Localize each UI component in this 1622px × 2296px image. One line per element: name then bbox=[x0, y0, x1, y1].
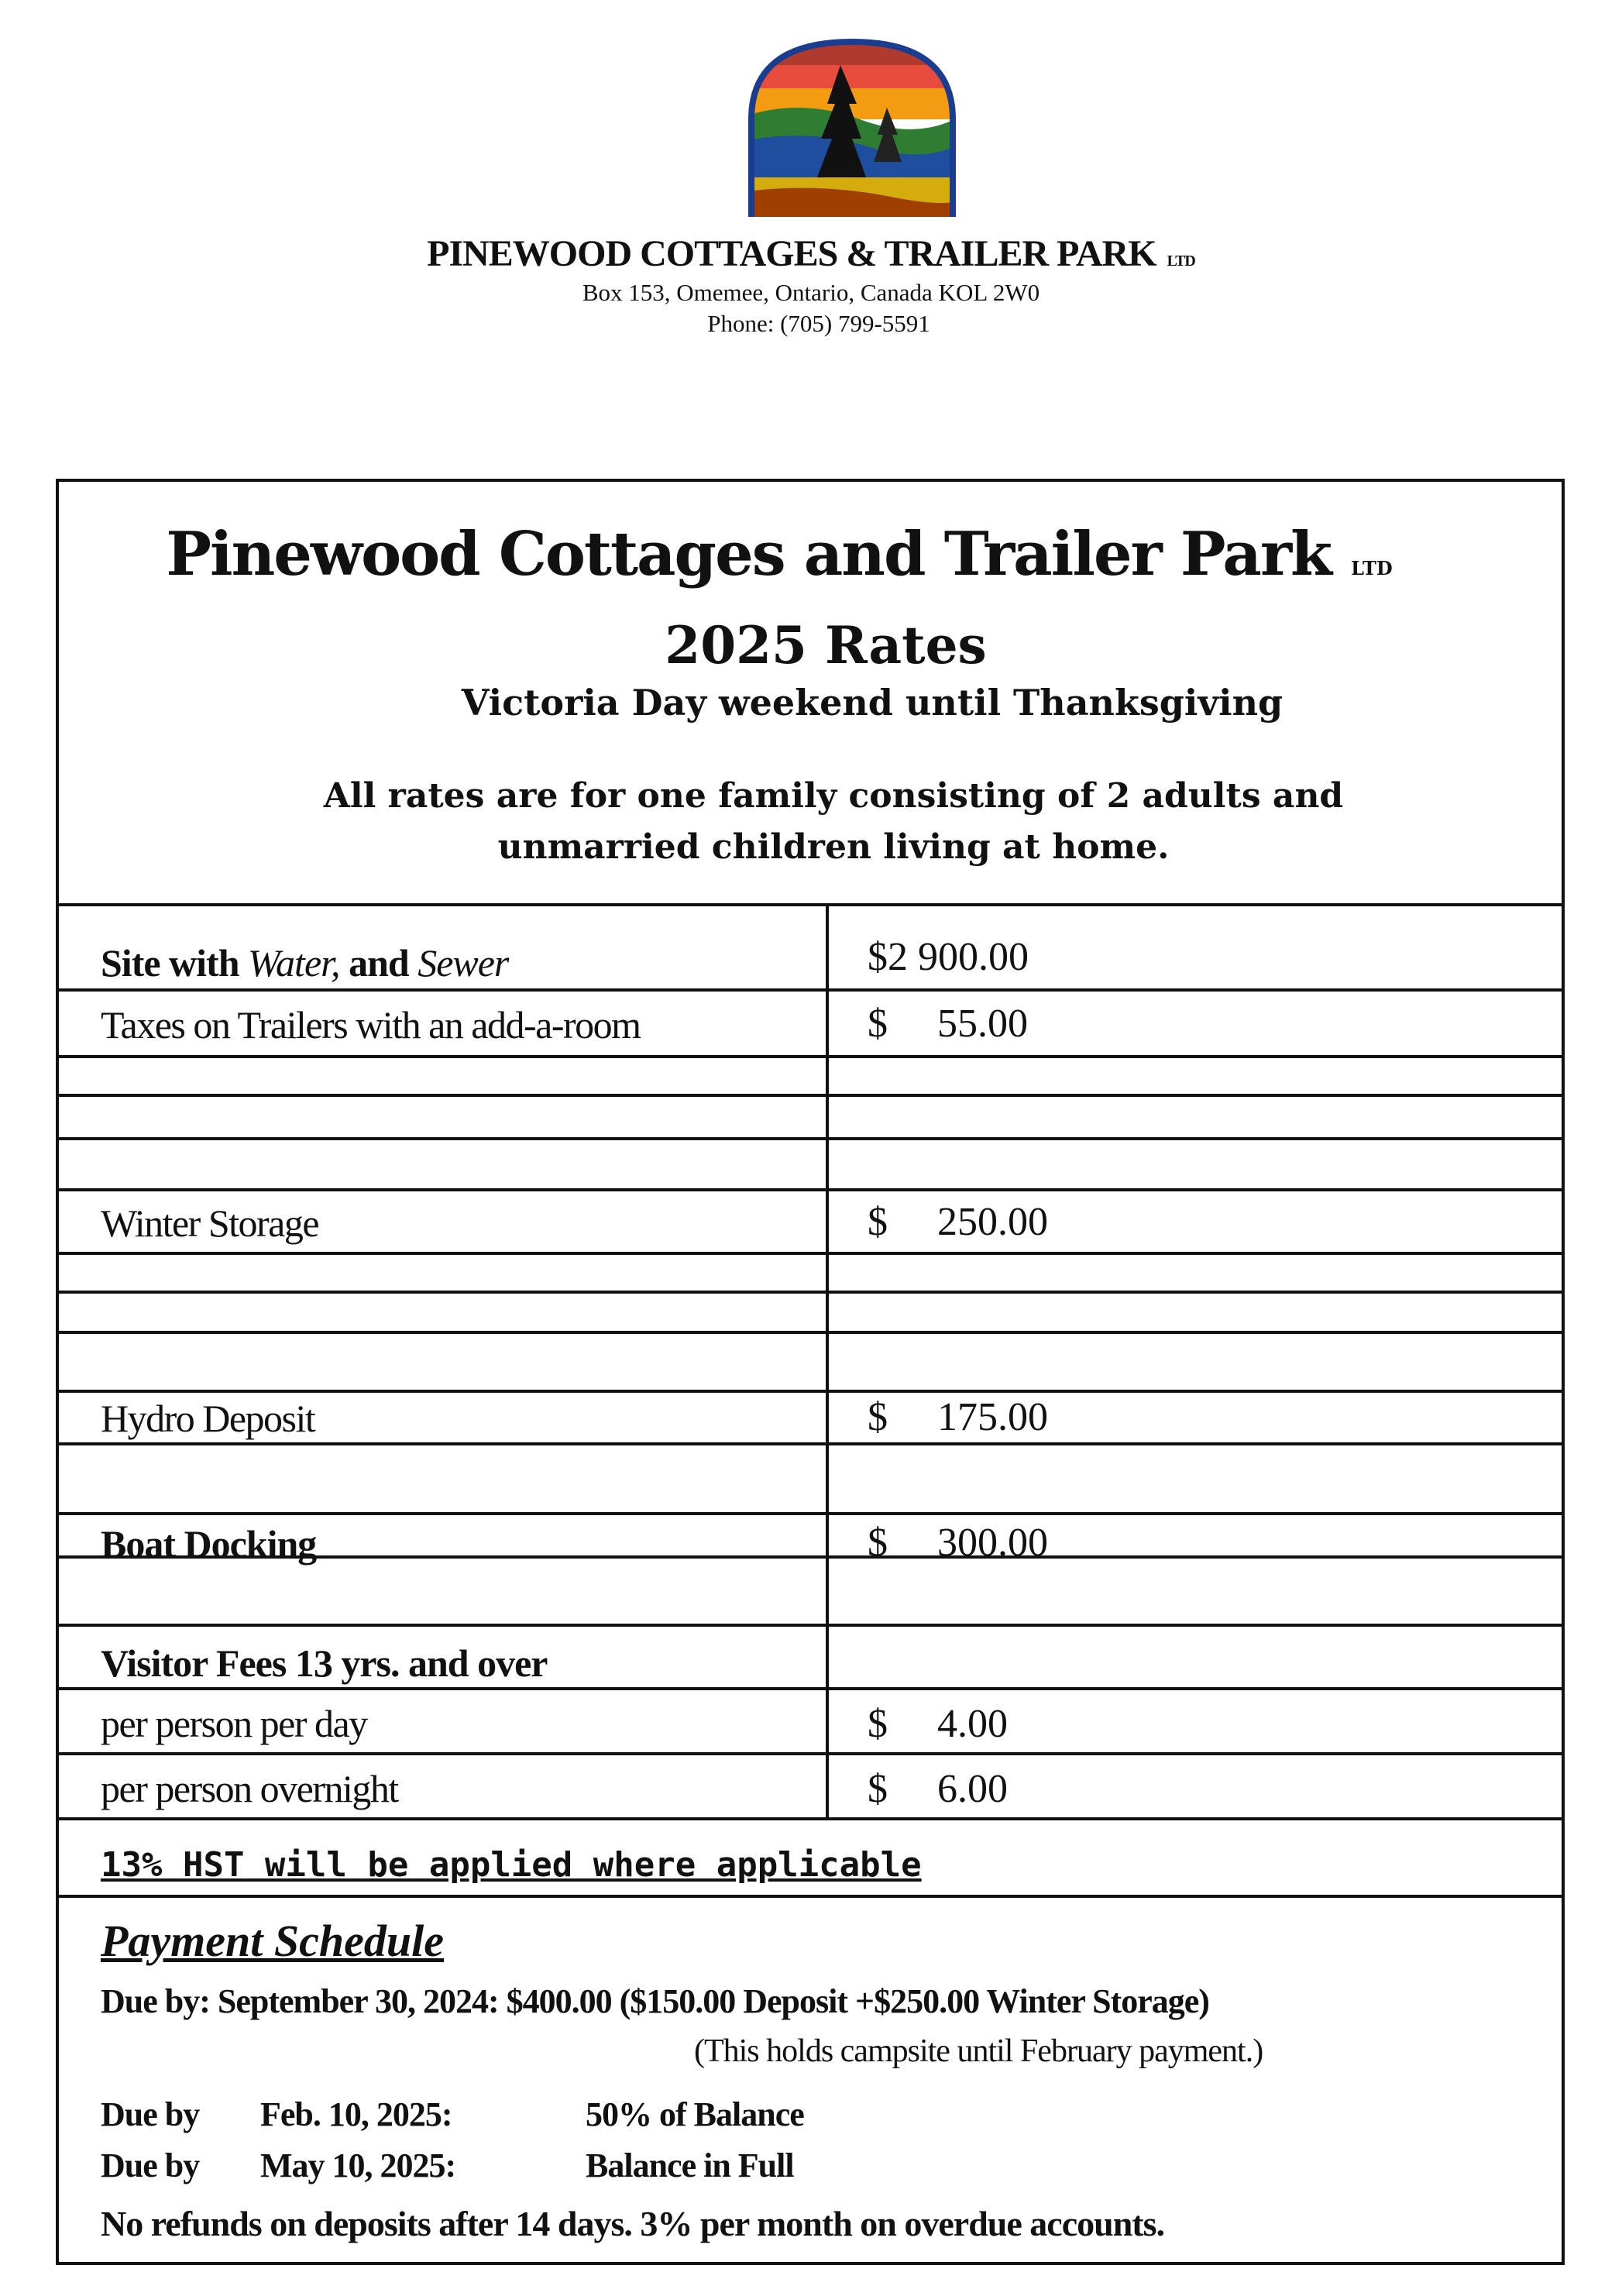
payment-hold-note: (This holds campsite until February payment.) bbox=[694, 2033, 1263, 2069]
rate-taxes-label: Taxes on Trailers with an add-a-room bbox=[101, 1003, 641, 1047]
rate-boat-label: Boat Docking bbox=[101, 1522, 317, 1566]
rate-boat-price: $ 300.00 bbox=[868, 1521, 1048, 1565]
due-1-amount: 50% of Balance bbox=[586, 2095, 804, 2133]
card-title: Pinewood Cottages and Trailer Park LTD bbox=[166, 519, 1393, 589]
table-rule bbox=[59, 1188, 1562, 1191]
rate-hydro-price: $ 175.00 bbox=[868, 1395, 1048, 1439]
company-address: Box 153, Omemee, Ontario, Canada KOL 2W0 bbox=[582, 279, 1040, 306]
card-note-line-1: All rates are for one family consisting of 2 adults and bbox=[323, 776, 1344, 816]
table-rule bbox=[59, 1331, 1562, 1334]
rate-winter-price: $ 250.00 bbox=[868, 1200, 1048, 1244]
table-rule bbox=[59, 1752, 1562, 1755]
due-1-label: Due by bbox=[101, 2095, 200, 2133]
table-rule bbox=[59, 1624, 1562, 1627]
rate-overnight-label: per person overnight bbox=[101, 1767, 398, 1810]
card-season: Victoria Day weekend until Thanksgiving bbox=[461, 682, 1284, 724]
table-rule bbox=[59, 1055, 1562, 1058]
company-suffix: LTD bbox=[1167, 253, 1195, 270]
rate-hydro-label: Hydro Deposit bbox=[101, 1397, 315, 1440]
table-rule bbox=[59, 1817, 1562, 1820]
due-1-date: Feb. 10, 2025: bbox=[260, 2095, 452, 2133]
table-rule bbox=[59, 1442, 1562, 1445]
due-2-date: May 10, 2025: bbox=[260, 2146, 456, 2184]
company-phone: Phone: (705) 799-5591 bbox=[707, 310, 930, 337]
rate-site-price: $2 900.00 bbox=[868, 935, 1029, 979]
rate-taxes-price: $ 55.00 bbox=[868, 1002, 1028, 1046]
table-rule bbox=[59, 1390, 1562, 1393]
card-title-suffix: LTD bbox=[1351, 557, 1393, 579]
rate-card bbox=[56, 479, 1565, 2265]
rate-winter-label: Winter Storage bbox=[101, 1201, 319, 1245]
table-column-divider bbox=[826, 903, 829, 1817]
table-rule bbox=[59, 1094, 1562, 1097]
rate-per-day-price: $ 4.00 bbox=[868, 1702, 1008, 1746]
pinewood-logo bbox=[736, 34, 968, 217]
rate-per-day-label: per person per day bbox=[101, 1702, 367, 1745]
rate-site-label: Site with Water, and Sewer bbox=[101, 941, 509, 985]
table-rule bbox=[59, 1137, 1562, 1140]
due-2-amount: Balance in Full bbox=[586, 2146, 794, 2184]
table-rule bbox=[59, 1895, 1562, 1898]
table-rule bbox=[59, 903, 1562, 906]
table-rule bbox=[59, 1252, 1562, 1255]
refund-policy-note: No refunds on deposits after 14 days. 3% per month on overdue accounts. bbox=[101, 2204, 1164, 2243]
rate-overnight-price: $ 6.00 bbox=[868, 1767, 1008, 1811]
table-rule bbox=[59, 1512, 1562, 1515]
visitor-fees-header: Visitor Fees 13 yrs. and over bbox=[101, 1641, 548, 1685]
table-rule bbox=[59, 1291, 1562, 1294]
payment-schedule-title: Payment Schedule bbox=[101, 1916, 445, 1966]
company-name: PINEWOOD COTTAGES & TRAILER PARK LTD bbox=[427, 233, 1195, 274]
table-rule bbox=[59, 1687, 1562, 1690]
hst-note: 13% HST will be applied where applicable bbox=[101, 1845, 922, 1885]
table-rule bbox=[59, 988, 1562, 992]
card-year-title: 2025 Rates bbox=[665, 615, 987, 675]
due-2-label: Due by bbox=[101, 2146, 200, 2184]
card-note-line-2: unmarried children living at home. bbox=[497, 827, 1170, 867]
payment-line-1: Due by: September 30, 2024: $400.00 ($150.00 Deposit +$250.00 Winter Storage) bbox=[101, 1982, 1209, 2020]
